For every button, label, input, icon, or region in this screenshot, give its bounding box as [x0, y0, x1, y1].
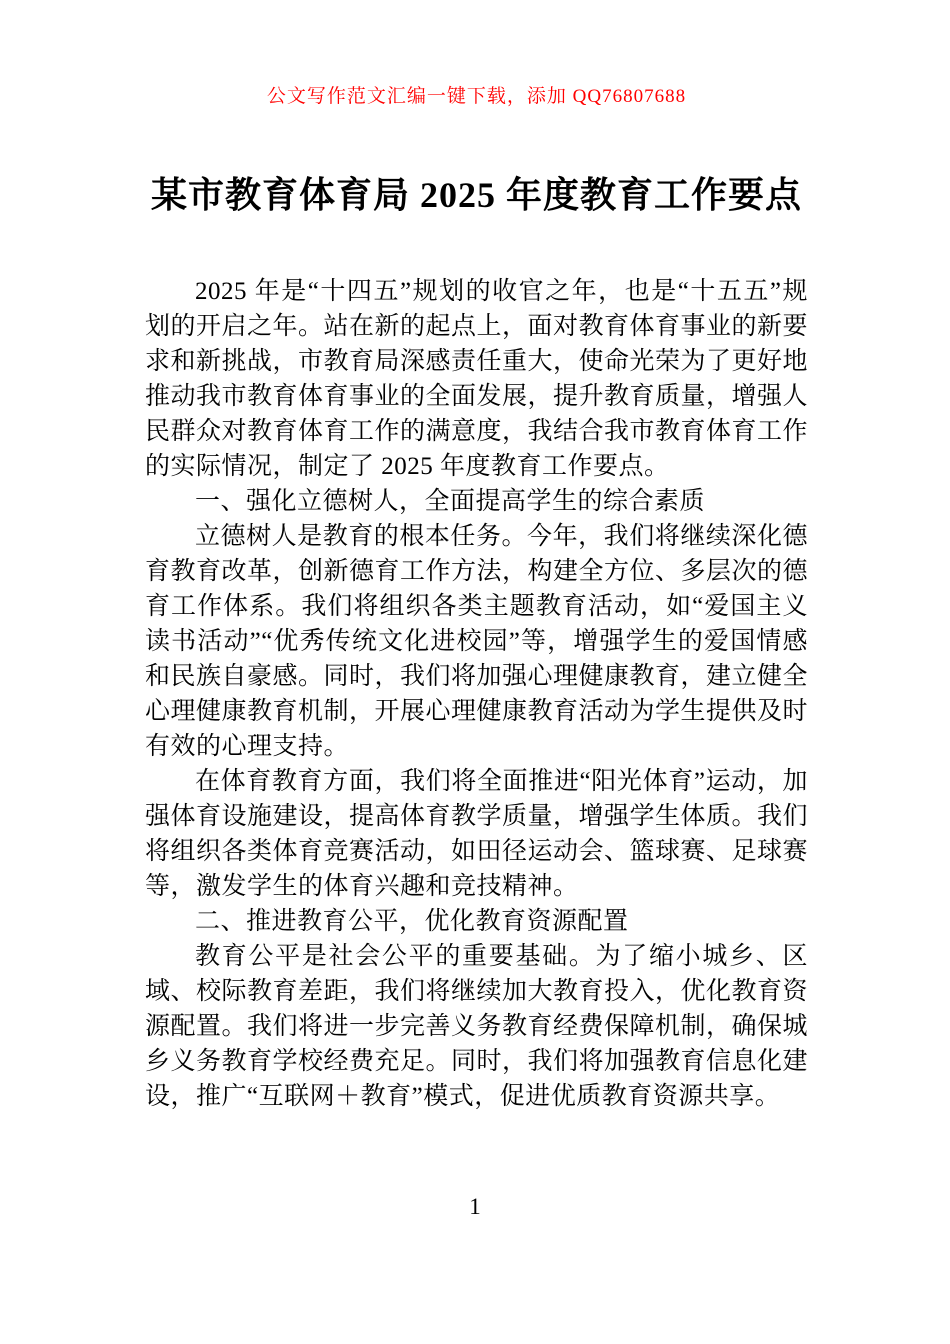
- header-promo-notice: 公文写作范文汇编一键下载，添加 QQ76807688: [266, 86, 687, 107]
- page-number: 1: [469, 1194, 481, 1219]
- paragraph-moral-education: 立德树人是教育的根本任务。今年，我们将继续深化德育教育改革，创新德育工作方法，构建全方位、多层次的德育工作体系。我们将组织各类主题教育活动，如“爱国主义读书活动”“优秀传统文化进校园”等，增强学生的爱国情感和民族自豪感。同时，我们将加强心理健康教育，建立健全心理健康教育机制，开展心理健康教育活动为学生提供及时有效的心理支持。: [145, 523, 809, 760]
- document-body: [145, 274, 808, 1114]
- document-title: 某市教育体育局 2025 年度教育工作要点: [150, 175, 802, 215]
- paragraph-physical-education: 在体育教育方面，我们将全面推进“阳光体育”运动，加强体育设施建设，提高体育教学质量，增强学生体质。我们将组织各类体育竞赛活动，如田径运动会、篮球赛、足球赛等，激发学生的体育兴趣和竞技精神。: [145, 768, 809, 900]
- section-heading-1: 一、强化立德树人，全面提高学生的综合素质: [195, 488, 706, 515]
- paragraph-education-equity: 教育公平是社会公平的重要基础。为了缩小城乡、区域、校际教育差距，我们将继续加大教育投入，优化教育资源配置。我们将进一步完善义务教育经费保障机制，确保城乡义务教育学校经费充足。同时，我们将加强教育信息化建设，推广“互联网＋教育”模式，促进优质教育资源共享。: [145, 943, 809, 1110]
- paragraph-intro: 2025 年是“十四五”规划的收官之年，也是“十五五”规划的开启之年。站在新的起点上，面对教育体育事业的新要求和新挑战，市教育局深感责任重大，使命光荣为了更好地推动我市教育体育事业的全面发展，提升教育质量，增强人民群众对教育体育工作的满意度，我结合我市教育体育工作的实际情况，制定了 2025 年度教育工作要点。: [145, 278, 809, 480]
- section-heading-2: 二、推进教育公平，优化教育资源配置: [195, 908, 629, 935]
